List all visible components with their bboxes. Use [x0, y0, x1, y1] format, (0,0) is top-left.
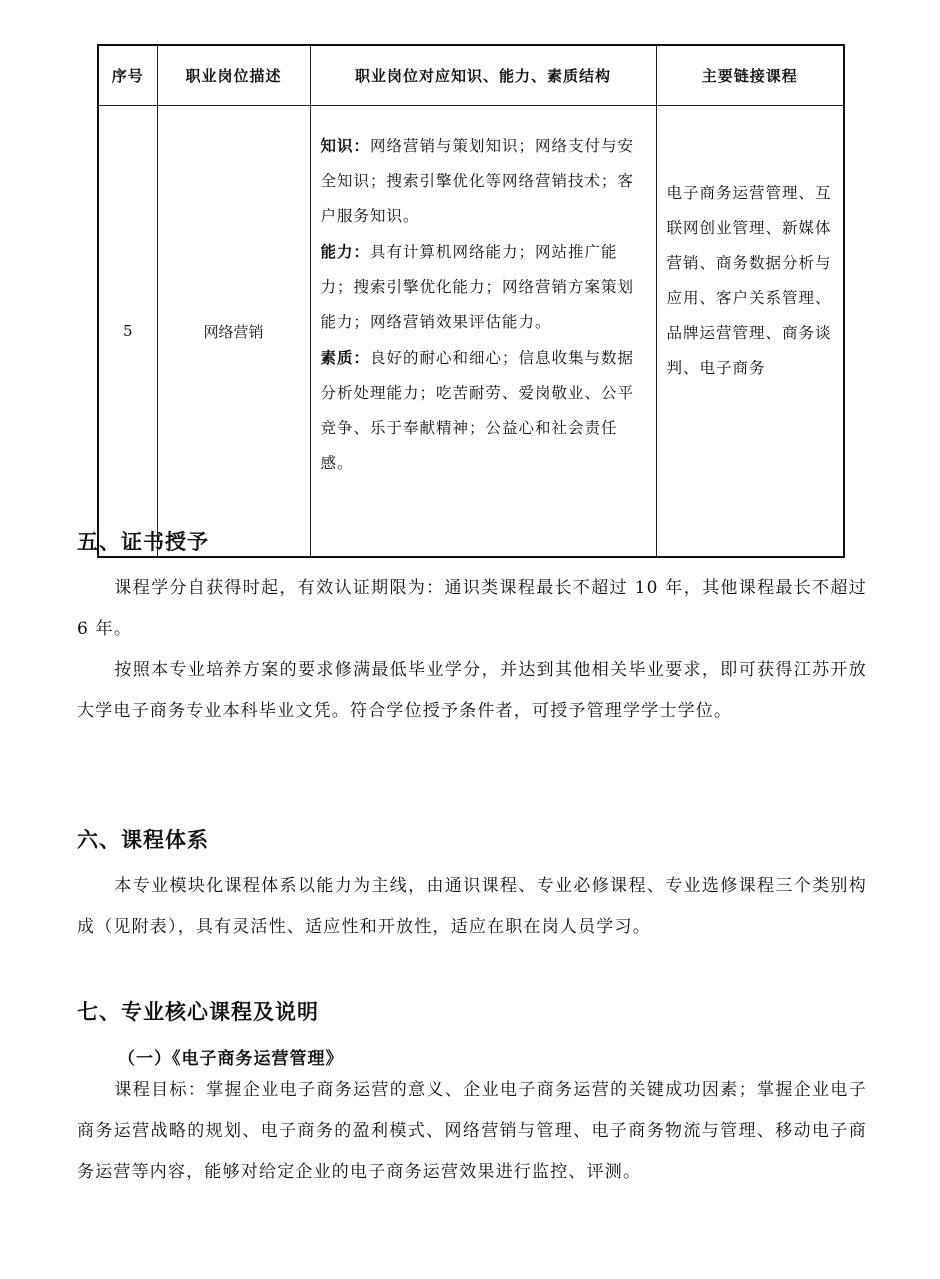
quality-block: [321, 340, 646, 481]
table-row: [98, 106, 844, 558]
header-position: 职业岗位描述: [157, 45, 310, 106]
section-7-title: 七、专业核心课程及说明: [77, 999, 319, 1024]
section-6-paragraph-1: 本专业模块化课程体系以能力为主线，由通识课程、专业必修课程、专业选修课程三个类别构成（见附表），具有灵活性、适应性和开放性，适应在职在岗人员学习。: [77, 876, 867, 937]
career-table-container: [97, 44, 843, 558]
row-position: 网络营销: [157, 106, 310, 558]
row-index: 5: [98, 106, 157, 558]
row-structure: [310, 106, 656, 558]
quality-text: 良好的耐心和细心；信息收集与数据分析处理能力；吃苦耐劳、爱岗敬业、公平竞争、乐于奉献精神；公益心和社会责任感。: [320, 349, 635, 472]
career-table: [97, 44, 845, 558]
quality-label: 素质：: [320, 348, 371, 367]
section-6-title: 六、课程体系: [77, 827, 209, 852]
ability-text: 具有计算机网络能力；网站推广能力；搜索引擎优化能力；网络营销方案策划能力；网络营销效果评估能力。: [320, 243, 635, 331]
knowledge-label: 知识：: [320, 136, 371, 155]
section-7-subtitle-1: （一）《电子商务运营管理》: [118, 1049, 344, 1069]
knowledge-text: 网络营销与策划知识；网络支付与安全知识；搜索引擎优化等网络营销技术；客户服务知识。: [320, 137, 635, 225]
table-header-row: [98, 45, 844, 106]
row-courses: 电子商务运营管理、互联网创业管理、新媒体营销、商务数据分析与应用、客户关系管理、品牌运营管理、商务谈判、电子商务: [656, 106, 844, 558]
knowledge-block: [321, 128, 646, 234]
header-index: 序号: [98, 45, 157, 106]
section-5-paragraph-1: 课程学分自获得时起，有效认证期限为：通识类课程最长不超过 10 年，其他课程最长不超过 6 年。: [77, 578, 867, 639]
section-5-paragraph-2: 按照本专业培养方案的要求修满最低毕业学分，并达到其他相关毕业要求，即可获得江苏开放大学电子商务专业本科毕业文凭。符合学位授予条件者，可授予管理学学士学位。: [77, 660, 867, 721]
ability-label: 能力：: [320, 242, 371, 261]
section-7-paragraph-1: 课程目标：掌握企业电子商务运营的意义、企业电子商务运营的关键成功因素；掌握企业电子商务运营战略的规划、电子商务的盈利模式、网络营销与管理、电子商务物流与管理、移动电子商务运营等内容，能够对给定企业的电子商务运营效果进行监控、评测。: [77, 1080, 867, 1182]
header-structure: 职业岗位对应知识、能力、素质结构: [310, 45, 656, 106]
section-5-title: 五、证书授予: [77, 529, 209, 554]
header-courses: 主要链接课程: [656, 45, 844, 106]
ability-block: [321, 234, 646, 340]
